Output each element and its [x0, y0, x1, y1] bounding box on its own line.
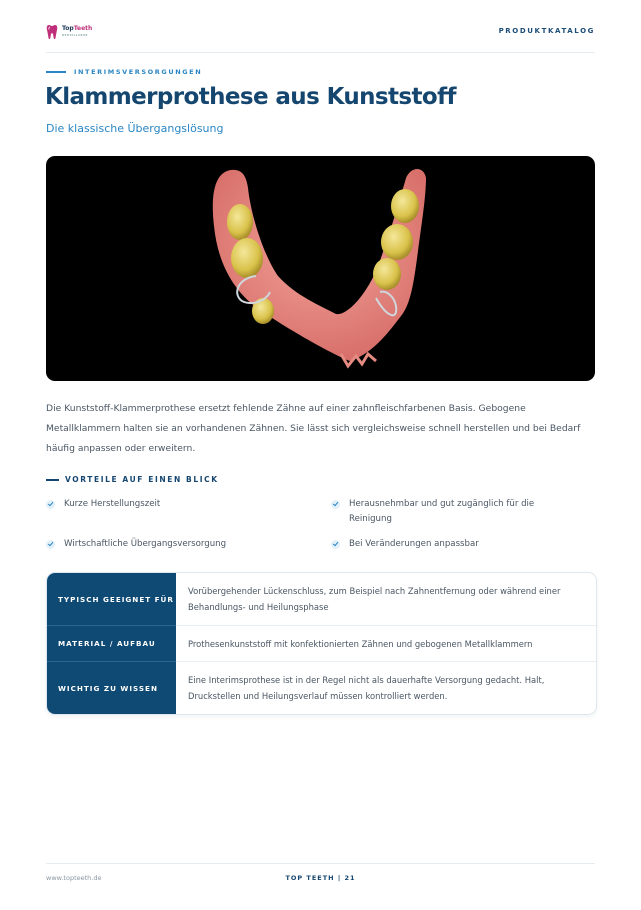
advantage-item	[46, 537, 296, 552]
check-icon	[46, 500, 55, 509]
table-row-value: Prothesenkunststoff mit konfektionierten Zähnen und gebogenen Metallklammern	[176, 626, 596, 662]
advantage-item	[331, 497, 561, 527]
advantage-item	[46, 497, 296, 512]
page-header	[46, 18, 595, 53]
advantage-text: Wirtschaftliche Übergangsversorgung	[64, 539, 227, 549]
footer-url-link[interactable]: www.topteeth.de	[46, 874, 102, 882]
logo-subline: DENTALLABOR	[62, 34, 88, 37]
table-row-label: MATERIAL / AUFBAU	[47, 626, 176, 662]
advantages-heading-text: VORTEILE AUF EINEN BLICK	[65, 475, 219, 484]
advantage-text: Bei Veränderungen anpassbar	[349, 539, 479, 549]
check-icon	[331, 500, 340, 509]
table-row	[47, 626, 596, 662]
advantage-item	[331, 537, 561, 552]
table-row	[47, 662, 596, 714]
brand-logo[interactable]	[46, 23, 92, 41]
table-row	[47, 573, 596, 626]
info-table	[46, 572, 597, 715]
check-icon	[46, 540, 55, 549]
section-eyebrow	[46, 68, 202, 76]
table-row-value: Eine Interimsprothese ist in der Regel nicht als dauerhafte Versorgung gedacht. Halt, Druckstellen und Heilungsverlauf müssen kontrolliert werden.	[188, 675, 545, 701]
table-row-label: TYPISCH GEEIGNET FÜR	[47, 573, 176, 626]
table-row-value: Vorübergehender Lückenschluss, zum Beispiel nach Zahnentfernung oder während einer Behandlungs- und Heilungsphase	[176, 573, 596, 626]
advantage-text: Herausnehmbar und gut zugänglich für die Reinigung	[349, 499, 535, 524]
table-row-label: WICHTIG ZU WISSEN	[47, 662, 176, 714]
page-number: TOP TEETH | 21	[285, 874, 356, 882]
advantages-rule	[46, 479, 59, 481]
denture-illustration	[46, 156, 595, 381]
product-photo	[46, 156, 595, 381]
page-subtitle: Die klassische Übergangslösung	[46, 122, 224, 135]
page-title: Klammerprothese aus Kunststoff	[45, 84, 456, 110]
tooth-logo-icon	[46, 24, 60, 40]
logo-text-teeth: Teeth	[73, 25, 93, 32]
logo-text-top: Top	[62, 25, 74, 32]
logo-wordmark	[62, 25, 92, 39]
eyebrow-text: INTERIMSVERSORGUNGEN	[74, 68, 203, 76]
page-footer	[46, 863, 595, 882]
catalog-label: PRODUKTKATALOG	[498, 27, 595, 35]
check-icon	[331, 540, 340, 549]
advantage-text: Kurze Herstellungszeit	[64, 499, 161, 509]
intro-paragraph: Die Kunststoff-Klammerprothese ersetzt fehlende Zähne auf einer zahnfleischfarbenen Basis. Gebogene Metallklammern halten sie an vorhandenen Zähnen. Sie lässt sich vergleichsweise schnell herstellen und bei Bedarf häufig anpassen oder erweitern.	[46, 403, 581, 454]
advantages-heading	[46, 475, 219, 484]
eyebrow-rule	[46, 71, 66, 73]
